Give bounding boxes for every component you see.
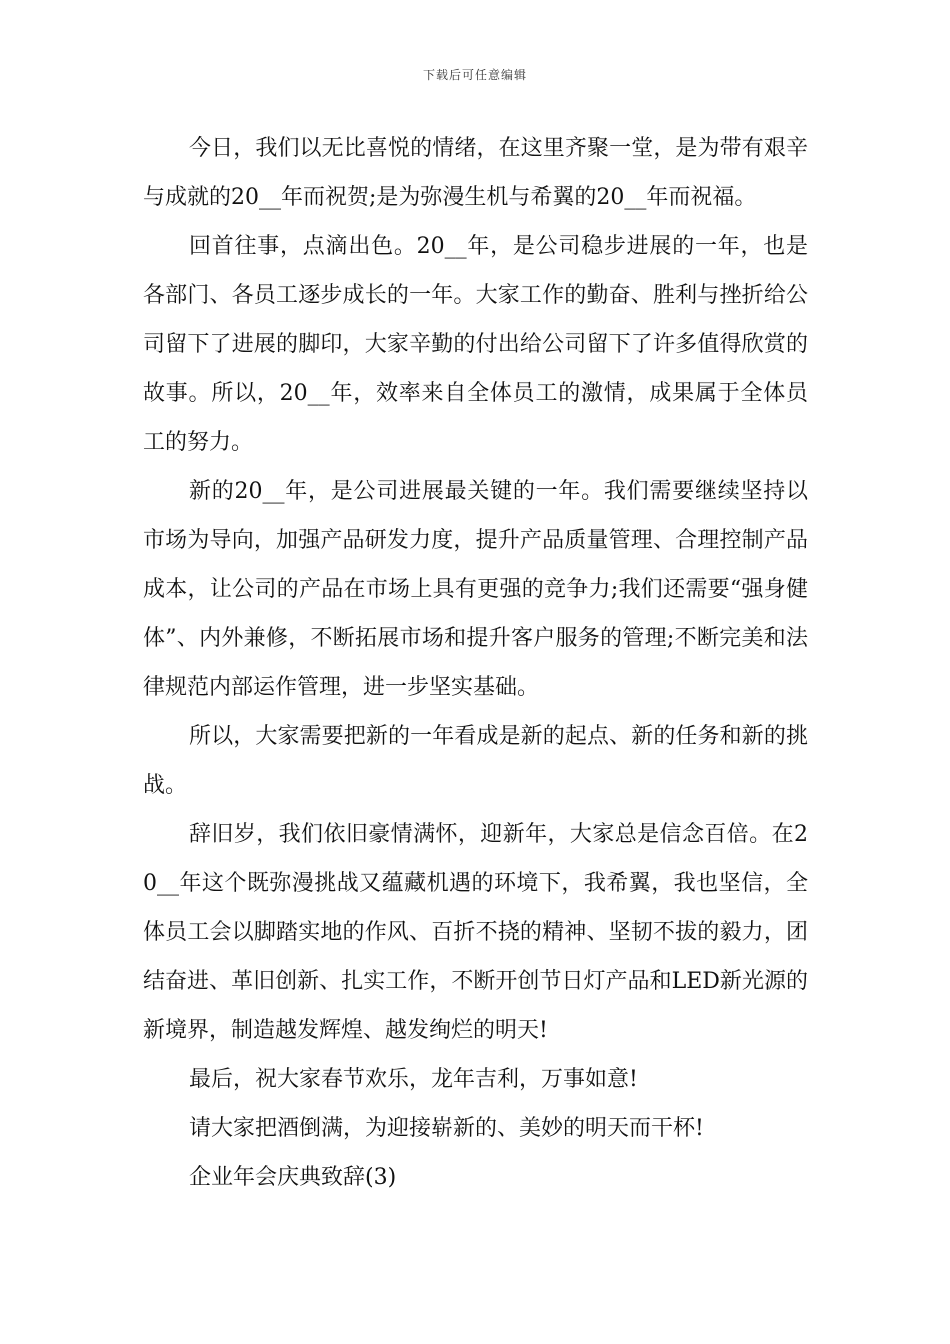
- paragraph-new-year-plan: 新的20__年，是公司进展最关键的一年。我们需要继续坚持以市场为导向，加强产品研发力度，提升产品质量管理、合理控制产品成本，让公司的产品在市场上具有更强的竞争力;我们还需要“强身健体”、内外兼修，不断拓展市场和提升客户服务的管理;不断完美和法律规范内部运作管理，进一步坚实基础。: [143, 479, 808, 700]
- page-header-caption: 下载后可任意编辑: [422, 68, 527, 82]
- paragraph-toast: 请大家把酒倒满，为迎接崭新的、美妙的明天而干杯!: [189, 1116, 704, 1141]
- paragraph-review: 回首往事，点滴出色。20__年，是公司稳步进展的一年，也是各部门、各员工逐步成长的一年。大家工作的勤奋、胜利与挫折给公司留下了进展的脚印，大家辛勤的付出给公司留下了许多值得欣赏的故事。所以，20__年，效率来自全体员工的激情，成果属于全体员工的努力。: [143, 234, 808, 455]
- section-heading: 企业年会庆典致辞(3): [189, 1165, 397, 1190]
- paragraph-new-start: 所以，大家需要把新的一年看成是新的起点、新的任务和新的挑战。: [143, 724, 808, 798]
- paragraph-confidence: 辞旧岁，我们依旧豪情满怀，迎新年，大家总是信念百倍。在20__年这个既弥漫挑战又蕴藏机遇的环境下，我希翼，我也坚信，全体员工会以脚踏实地的作风、百折不挠的精神、坚韧不拔的毅力，团结奋进、革旧创新、扎实工作，不断开创节日灯产品和LED新光源的新境界，制造越发辉煌、越发绚烂的明天!: [143, 822, 808, 1043]
- paragraph-opening: 今日，我们以无比喜悦的情绪，在这里齐聚一堂，是为带有艰辛与成就的20__年而祝贺;是为弥漫生机与希翼的20__年而祝福。: [143, 136, 808, 210]
- document-body: [143, 124, 808, 1202]
- paragraph-wishes: 最后，祝大家春节欢乐，龙年吉利，万事如意!: [189, 1067, 638, 1092]
